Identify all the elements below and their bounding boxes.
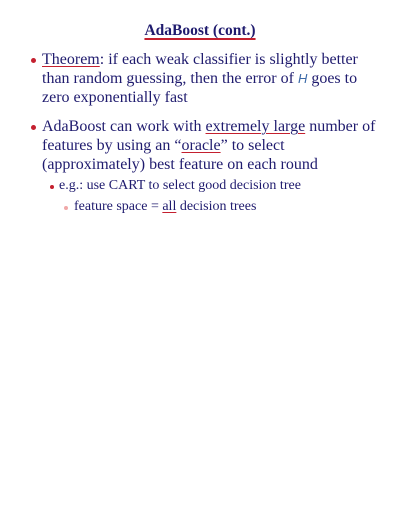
all-emph: all	[162, 199, 177, 214]
sub-bullet-1-label: e.g.: use CART to select good decision tree	[59, 178, 301, 193]
slide-title	[0, 22, 400, 40]
bullet-2-text	[42, 117, 382, 174]
bullet-1-part1: : if each weak classifier is slightly better than random guessing, then the error of	[42, 51, 358, 87]
bullet-1-part2: goes to zero exponentially fast	[42, 70, 358, 106]
theorem-term: Theorem	[42, 51, 100, 68]
sub-bullet-2-text	[74, 198, 256, 215]
bullet-2-part1: AdaBoost can work with	[42, 118, 206, 135]
bullet-1-marker	[31, 58, 36, 63]
slide-title-text: AdaBoost (cont.)	[144, 22, 256, 39]
extremely-large-emph: extremely large	[205, 118, 306, 135]
sub-bullet-1-text	[59, 177, 301, 194]
sub-bullet-2-part1: feature space =	[74, 199, 163, 214]
oracle-emph: oracle	[181, 137, 221, 154]
sub-bullet-2-marker	[64, 206, 68, 210]
sub-bullet-2-part2: decision trees	[176, 199, 257, 214]
bullet-2-part3: ” to select (approximately) best feature on each round	[42, 137, 318, 173]
bullet-2-marker	[31, 125, 36, 130]
variable-h: H	[297, 71, 308, 86]
bullet-1-text	[42, 50, 382, 107]
bullet-2-part2: number of features by using an “	[42, 118, 376, 154]
sub-bullet-1-marker	[50, 185, 54, 189]
